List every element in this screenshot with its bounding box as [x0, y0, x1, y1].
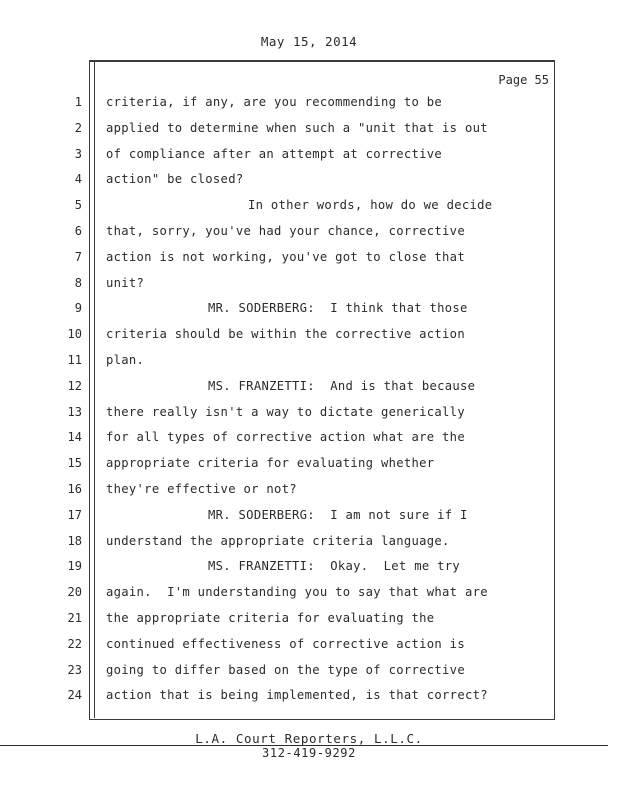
- transcript-line: action is not working, you've got to close that: [106, 249, 465, 264]
- line-number: 3: [74, 146, 82, 161]
- line-number: 14: [67, 430, 82, 445]
- line-number: 18: [67, 533, 82, 548]
- transcript-line: applied to determine when such a "unit that is out: [106, 120, 488, 135]
- transcript-line: there really isn't a way to dictate generically: [106, 404, 465, 419]
- line-number: 13: [67, 404, 82, 419]
- line-number: 22: [67, 636, 82, 651]
- transcript-line: of compliance after an attempt at corrective: [106, 146, 443, 161]
- line-number: 9: [74, 301, 82, 316]
- transcript-line: that, sorry, you've had your chance, corrective: [106, 224, 465, 238]
- line-number: 6: [74, 224, 82, 238]
- transcript-date: May 15, 2014: [260, 34, 358, 49]
- line-number: 5: [74, 198, 82, 213]
- transcript-line: the appropriate criteria for evaluating the: [106, 611, 435, 625]
- transcript-line: for all types of corrective action what are the: [106, 430, 465, 445]
- transcript-line: criteria, if any, are you recommending to be: [106, 95, 443, 109]
- transcript-line: In other words, how do we decide: [248, 198, 493, 213]
- transcript-line: MR. SODERBERG: I am not sure if I: [208, 507, 468, 522]
- footer-phone: 312-419-9292: [262, 746, 356, 760]
- line-number: 17: [67, 507, 82, 522]
- line-number: 11: [67, 353, 82, 367]
- transcript-line: MR. SODERBERG: I think that those: [208, 301, 468, 316]
- line-number: 4: [74, 172, 82, 187]
- transcript-line: continued effectiveness of corrective action is: [106, 636, 465, 651]
- line-number: 10: [67, 327, 82, 342]
- line-number: 20: [67, 585, 82, 600]
- transcript-line: understand the appropriate criteria language.: [106, 533, 450, 548]
- transcript-line: plan.: [106, 353, 145, 367]
- line-number: 1: [74, 95, 82, 109]
- transcript-line: unit?: [106, 275, 145, 290]
- transcript-line: action" be closed?: [106, 172, 244, 187]
- transcript-line: criteria should be within the corrective action: [106, 327, 465, 342]
- line-number: 15: [67, 456, 82, 471]
- transcript-line: going to differ based on the type of corrective: [106, 662, 465, 677]
- page-number: Page 55: [498, 73, 549, 87]
- transcript-line: appropriate criteria for evaluating whether: [106, 456, 435, 471]
- line-number: 23: [67, 662, 82, 677]
- transcript-line: they're effective or not?: [106, 482, 297, 496]
- footer-company: L.A. Court Reporters, L.L.C.: [195, 731, 423, 746]
- line-number: 7: [74, 249, 82, 264]
- transcript-line: action that is being implemented, is that correct?: [106, 688, 488, 703]
- transcript-line: again. I'm understanding you to say that what are: [106, 585, 488, 600]
- transcript-line: MS. FRANZETTI: And is that because: [208, 378, 476, 393]
- line-number: 2: [74, 120, 82, 135]
- line-number: 24: [67, 688, 82, 703]
- margin-rule: [94, 62, 95, 718]
- line-number: 12: [67, 378, 82, 393]
- transcript-line: MS. FRANZETTI: Okay. Let me try: [208, 559, 461, 574]
- line-number: 8: [74, 275, 82, 290]
- line-number: 21: [67, 611, 82, 625]
- line-number: 16: [67, 482, 82, 496]
- line-number: 19: [67, 559, 82, 574]
